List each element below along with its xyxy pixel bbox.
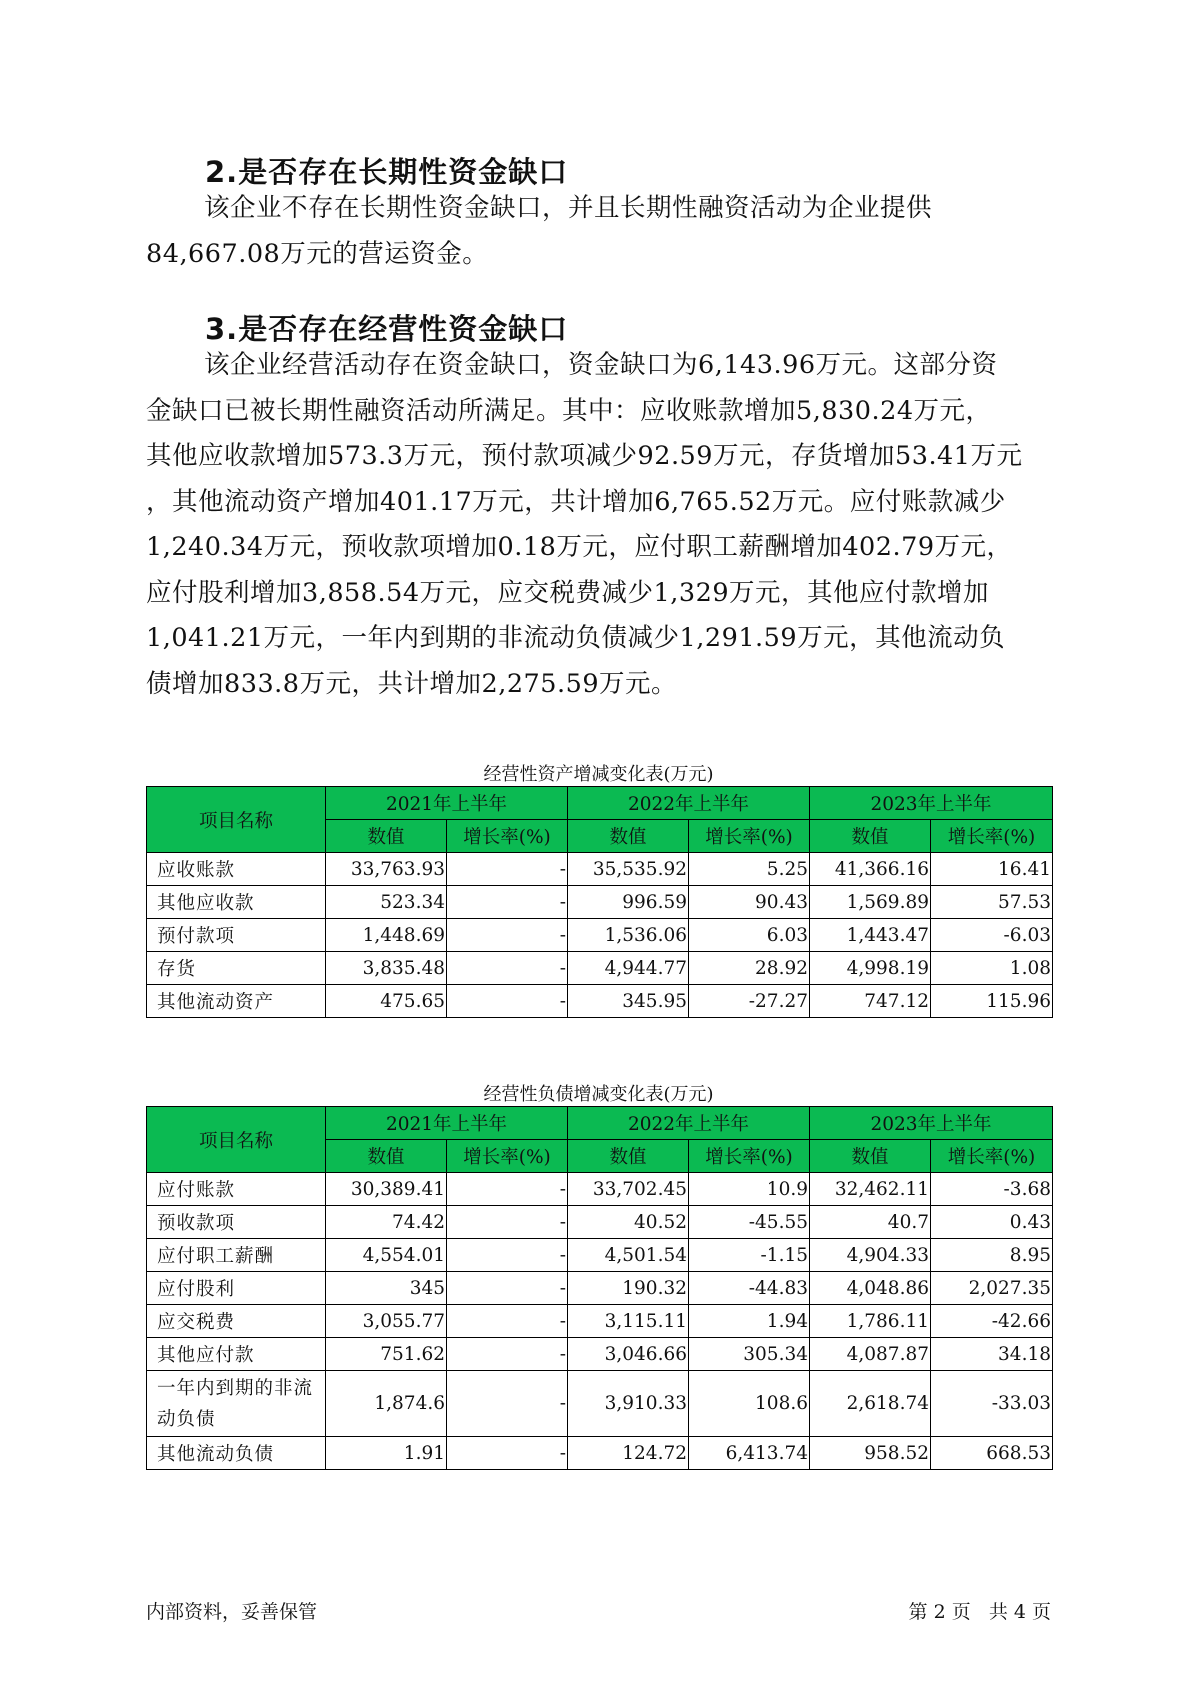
footer-page-number: 第 2 页 共 4 页 [908, 1601, 1051, 1623]
cell-rate: 108.6 [689, 1371, 810, 1437]
cell-value: 40.52 [568, 1206, 689, 1239]
cell-value: 3,046.66 [568, 1338, 689, 1371]
sub-header-rate: 增长率(%) [689, 820, 810, 853]
paragraph-line: 其他应收款增加573.3万元，预付款项减少92.59万元，存货增加53.41万元 [146, 441, 1023, 471]
sub-header-value: 数值 [810, 820, 931, 853]
cell-value: 1,874.6 [326, 1371, 447, 1437]
cell-rate: 6,413.74 [689, 1437, 810, 1470]
cell-rate: 115.96 [931, 985, 1053, 1018]
cell-rate: 6.03 [689, 919, 810, 952]
sub-header-value: 数值 [326, 820, 447, 853]
cell-value: 33,763.93 [326, 853, 447, 886]
cell-rate: -45.55 [689, 1206, 810, 1239]
cell-rate: 2,027.35 [931, 1272, 1053, 1305]
cell-value: 41,366.16 [810, 853, 931, 886]
period-header: 2022年上半年 [568, 787, 810, 820]
cell-value: 1,786.11 [810, 1305, 931, 1338]
section-3-heading: 3.是否存在经营性资金缺口 [205, 312, 569, 346]
table-row [147, 886, 1053, 919]
sub-header-rate: 增长率(%) [447, 820, 568, 853]
cell-value: 345.95 [568, 985, 689, 1018]
cell-rate: - [447, 1173, 568, 1206]
cell-value: 190.32 [568, 1272, 689, 1305]
cell-value: 4,904.33 [810, 1239, 931, 1272]
period-header: 2023年上半年 [810, 1107, 1053, 1140]
table-row [147, 853, 1053, 886]
cell-rate: - [447, 1272, 568, 1305]
table-row [147, 1371, 1053, 1437]
table-row [147, 1437, 1053, 1470]
cell-value: 30,389.41 [326, 1173, 447, 1206]
cell-rate: - [447, 1305, 568, 1338]
period-header: 2021年上半年 [326, 787, 568, 820]
cell-rate: 28.92 [689, 952, 810, 985]
cell-value: 1,443.47 [810, 919, 931, 952]
period-header: 2022年上半年 [568, 1107, 810, 1140]
paragraph-line: 金缺口已被长期性融资活动所满足。其中：应收账款增加5,830.24万元， [146, 395, 992, 426]
cell-value: 74.42 [326, 1206, 447, 1239]
cell-rate: - [447, 985, 568, 1018]
row-name: 其他应收款 [147, 886, 326, 919]
row-name: 其他流动负债 [147, 1437, 326, 1470]
table-row [147, 985, 1053, 1018]
table-row [147, 1173, 1053, 1206]
sub-header-value: 数值 [568, 820, 689, 853]
cell-rate: 90.43 [689, 886, 810, 919]
section-2-paragraph [146, 186, 1051, 277]
cell-rate: - [447, 853, 568, 886]
cell-rate: -3.68 [931, 1173, 1053, 1206]
cell-rate: -33.03 [931, 1371, 1053, 1437]
cell-value: 4,087.87 [810, 1338, 931, 1371]
table-row [147, 919, 1053, 952]
cell-value: 345 [326, 1272, 447, 1305]
assets-table-caption: 经营性资产增减变化表(万元) [483, 764, 714, 785]
cell-value: 1.91 [326, 1437, 447, 1470]
cell-rate: - [447, 1437, 568, 1470]
cell-rate: - [447, 886, 568, 919]
cell-value: 1,448.69 [326, 919, 447, 952]
assets-table [146, 786, 1053, 1018]
sub-header-value: 数值 [568, 1140, 689, 1173]
cell-value: 4,998.19 [810, 952, 931, 985]
table-row [147, 1239, 1053, 1272]
cell-rate: 5.25 [689, 853, 810, 886]
cell-value: 747.12 [810, 985, 931, 1018]
paragraph-line: 该企业不存在长期性资金缺口，并且长期性融资活动为企业提供 [204, 193, 933, 223]
row-name: 应收账款 [147, 853, 326, 886]
cell-rate: - [447, 1338, 568, 1371]
cell-value: 2,618.74 [810, 1371, 931, 1437]
cell-value: 996.59 [568, 886, 689, 919]
cell-rate: 1.94 [689, 1305, 810, 1338]
cell-value: 958.52 [810, 1437, 931, 1470]
paragraph-line: 1,041.21万元，一年内到期的非流动负债减少1,291.59万元，其他流动负 [146, 623, 1006, 653]
row-name: 应付职工薪酬 [147, 1239, 326, 1272]
period-header: 2023年上半年 [810, 787, 1053, 820]
cell-rate: - [447, 1239, 568, 1272]
table-row [147, 952, 1053, 985]
column-header-name: 项目名称 [147, 787, 326, 853]
cell-value: 523.34 [326, 886, 447, 919]
section-2-heading: 2.是否存在长期性资金缺口 [205, 155, 569, 189]
cell-value: 40.7 [810, 1206, 931, 1239]
cell-rate: -42.66 [931, 1305, 1053, 1338]
cell-rate: 8.95 [931, 1239, 1053, 1272]
row-name: 应付账款 [147, 1173, 326, 1206]
paragraph-line: 债增加833.8万元，共计增加2,275.59万元。 [146, 668, 678, 699]
cell-rate: -44.83 [689, 1272, 810, 1305]
liabilities-table-caption: 经营性负债增减变化表(万元) [483, 1084, 714, 1105]
cell-value: 4,944.77 [568, 952, 689, 985]
cell-value: 1,536.06 [568, 919, 689, 952]
table-row [147, 1206, 1053, 1239]
cell-rate: -27.27 [689, 985, 810, 1018]
liabilities-table [146, 1106, 1053, 1470]
sub-header-value: 数值 [326, 1140, 447, 1173]
sub-header-rate: 增长率(%) [931, 1140, 1053, 1173]
sub-header-rate: 增长率(%) [447, 1140, 568, 1173]
row-name: 一年内到期的非流动负债 [147, 1371, 326, 1437]
cell-value: 475.65 [326, 985, 447, 1018]
footer-confidential-note: 内部资料，妥善保管 [146, 1601, 318, 1623]
cell-value: 3,910.33 [568, 1371, 689, 1437]
row-name: 存货 [147, 952, 326, 985]
cell-value: 35,535.92 [568, 853, 689, 886]
cell-rate: 668.53 [931, 1437, 1053, 1470]
row-name: 预付款项 [147, 919, 326, 952]
paragraph-line: 应付股利增加3,858.54万元，应交税费减少1,329万元，其他应付款增加 [146, 577, 990, 608]
cell-rate: - [447, 952, 568, 985]
period-header: 2021年上半年 [326, 1107, 568, 1140]
cell-value: 3,835.48 [326, 952, 447, 985]
cell-value: 751.62 [326, 1338, 447, 1371]
paragraph-line: 84,667.08万元的营运资金。 [146, 238, 489, 269]
cell-rate: - [447, 1371, 568, 1437]
cell-rate: 1.08 [931, 952, 1053, 985]
row-name: 其他流动资产 [147, 985, 326, 1018]
row-name: 应付股利 [147, 1272, 326, 1305]
cell-rate: 16.41 [931, 853, 1053, 886]
column-header-name: 项目名称 [147, 1107, 326, 1173]
cell-value: 124.72 [568, 1437, 689, 1470]
cell-value: 32,462.11 [810, 1173, 931, 1206]
table-row [147, 1338, 1053, 1371]
cell-value: 33,702.45 [568, 1173, 689, 1206]
cell-rate: 305.34 [689, 1338, 810, 1371]
row-name: 应交税费 [147, 1305, 326, 1338]
cell-value: 3,115.11 [568, 1305, 689, 1338]
cell-rate: -6.03 [931, 919, 1053, 952]
cell-rate: 34.18 [931, 1338, 1053, 1371]
row-name: 预收款项 [147, 1206, 326, 1239]
cell-rate: - [447, 1206, 568, 1239]
paragraph-line: 该企业经营活动存在资金缺口，资金缺口为6,143.96万元。这部分资 [204, 350, 998, 380]
paragraph-line: ，其他流动资产增加401.17万元，共计增加6,765.52万元。应付账款减少 [146, 486, 1006, 517]
cell-value: 1,569.89 [810, 886, 931, 919]
sub-header-rate: 增长率(%) [931, 820, 1053, 853]
cell-rate: 10.9 [689, 1173, 810, 1206]
cell-rate: - [447, 919, 568, 952]
section-3-paragraph [146, 343, 1051, 707]
cell-rate: 57.53 [931, 886, 1053, 919]
row-name: 其他应付款 [147, 1338, 326, 1371]
table-row [147, 1272, 1053, 1305]
cell-rate: 0.43 [931, 1206, 1053, 1239]
cell-value: 4,554.01 [326, 1239, 447, 1272]
sub-header-value: 数值 [810, 1140, 931, 1173]
paragraph-line: 1,240.34万元，预收款项增加0.18万元，应付职工薪酬增加402.79万元， [146, 532, 1013, 562]
cell-value: 4,048.86 [810, 1272, 931, 1305]
cell-value: 4,501.54 [568, 1239, 689, 1272]
sub-header-rate: 增长率(%) [689, 1140, 810, 1173]
table-row [147, 1305, 1053, 1338]
cell-rate: -1.15 [689, 1239, 810, 1272]
cell-value: 3,055.77 [326, 1305, 447, 1338]
